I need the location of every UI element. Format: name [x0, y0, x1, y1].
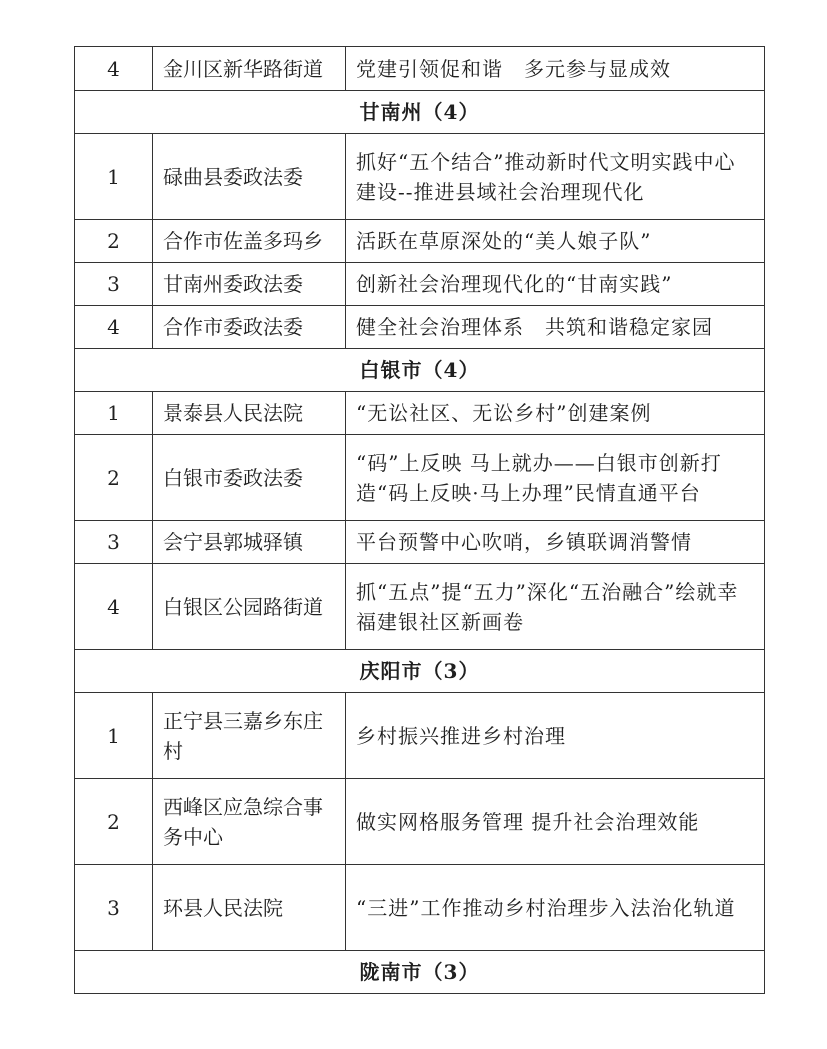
unit-name: 正宁县三嘉乡东庄村	[153, 693, 346, 779]
case-list-body	[75, 47, 765, 994]
unit-name: 合作市委政法委	[153, 306, 346, 349]
table-row	[75, 865, 765, 951]
case-title: “码”上反映 马上就办——白银市创新打造“码上反映·马上办理”民情直通平台	[346, 435, 765, 521]
case-title: 平台预警中心吹哨，乡镇联调消警情	[346, 521, 765, 564]
unit-name: 景泰县人民法院	[153, 392, 346, 435]
row-number: 3	[75, 865, 153, 951]
unit-name: 甘南州委政法委	[153, 263, 346, 306]
case-title: “无讼社区、无讼乡村”创建案例	[346, 392, 765, 435]
table-row	[75, 263, 765, 306]
row-number: 1	[75, 693, 153, 779]
table-row	[75, 693, 765, 779]
section-header-row	[75, 91, 765, 134]
case-list-table	[74, 46, 765, 994]
section-header: 甘南州（4）	[75, 91, 765, 134]
case-title: 活跃在草原深处的“美人娘子队”	[346, 220, 765, 263]
section-header: 白银市（4）	[75, 349, 765, 392]
section-header-row	[75, 650, 765, 693]
table-row	[75, 306, 765, 349]
row-number: 2	[75, 435, 153, 521]
row-number: 3	[75, 521, 153, 564]
unit-name: 西峰区应急综合事务中心	[153, 779, 346, 865]
case-title: 乡村振兴推进乡村治理	[346, 693, 765, 779]
table-row	[75, 779, 765, 865]
unit-name: 会宁县郭城驿镇	[153, 521, 346, 564]
table-row	[75, 521, 765, 564]
row-number: 1	[75, 134, 153, 220]
case-title: 健全社会治理体系 共筑和谐稳定家园	[346, 306, 765, 349]
table-row	[75, 134, 765, 220]
unit-name: 碌曲县委政法委	[153, 134, 346, 220]
table-row	[75, 435, 765, 521]
table-row	[75, 392, 765, 435]
unit-name: 白银区公园路街道	[153, 564, 346, 650]
case-title: 抓“五点”提“五力”深化“五治融合”绘就幸福建银社区新画卷	[346, 564, 765, 650]
case-title: 做实网格服务管理 提升社会治理效能	[346, 779, 765, 865]
section-header: 庆阳市（3）	[75, 650, 765, 693]
unit-name: 合作市佐盖多玛乡	[153, 220, 346, 263]
unit-name: 白银市委政法委	[153, 435, 346, 521]
case-title: “三进”工作推动乡村治理步入法治化轨道	[346, 865, 765, 951]
row-number: 2	[75, 779, 153, 865]
table-row	[75, 564, 765, 650]
table-row	[75, 47, 765, 91]
table-row	[75, 220, 765, 263]
row-number: 2	[75, 220, 153, 263]
row-number: 3	[75, 263, 153, 306]
row-number: 1	[75, 392, 153, 435]
unit-name: 金川区新华路街道	[153, 47, 346, 91]
case-title: 抓好“五个结合”推动新时代文明实践中心建设--推进县域社会治理现代化	[346, 134, 765, 220]
unit-name: 环县人民法院	[153, 865, 346, 951]
case-title: 党建引领促和谐 多元参与显成效	[346, 47, 765, 91]
section-header-row	[75, 349, 765, 392]
section-header: 陇南市（3）	[75, 951, 765, 994]
section-header-row	[75, 951, 765, 994]
row-number: 4	[75, 564, 153, 650]
row-number: 4	[75, 47, 153, 91]
row-number: 4	[75, 306, 153, 349]
case-title: 创新社会治理现代化的“甘南实践”	[346, 263, 765, 306]
